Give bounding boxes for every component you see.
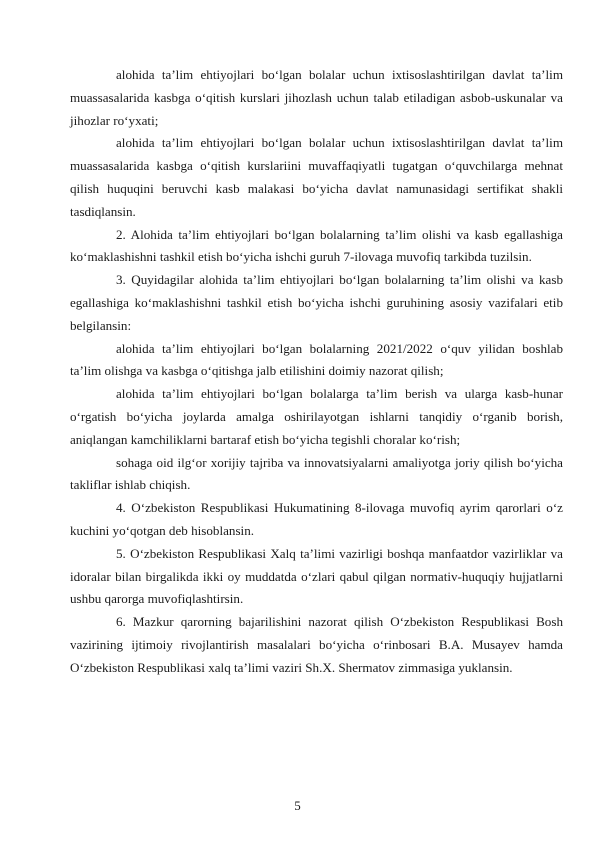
page-number: 5 xyxy=(294,798,301,813)
paragraph-item-4-repeal: 4. O‘zbekiston Respublikasi Hukumatining 8-ilovaga muvofiq ayrim qarorlari o‘z kuchini yo‘qotgan deb hisoblansin. xyxy=(70,500,563,538)
paragraph-equipment-list: alohida ta’lim ehtiyojlari bo‘lgan bolalar uchun ixtisoslashtirilgan davlat ta’lim muassasalarida kasbga o‘qitish kurslari jihozlash uchun talab etiladigan asbob-uskunalar va jihozlar ro‘yxati; xyxy=(70,67,563,128)
paragraph-item-2-working-group: 2. Alohida ta’lim ehtiyojlari bo‘lgan bolalarning ta’lim olishi va kasb egallashiga ko‘maklashishni tashkil etish bo‘yicha ishchi guruh 7-ilovaga muvofiq tarkibda tuzilsin. xyxy=(70,226,563,265)
paragraph-task-study: alohida ta’lim ehtiyojlari bo‘lgan bolalarga ta’lim berish va ularga kasb-hunar o‘rgatish bo‘yicha joylarda amalga oshirilayotgan ishlarni tanqidiy o‘rganib borish, aniqlangan kamchiliklarni bartaraf etish bo‘yicha tegishli choralar ko‘rish; xyxy=(70,386,563,447)
document-body xyxy=(70,64,563,680)
paragraph-item-6-control: 6. Mazkur qarorning bajarilishini nazorat qilish O‘zbekiston Respublikasi Bosh vazirining ijtimoiy rivojlantirish masalalari bo‘yicha o‘rinbosari B.A. Musayev hamda O‘zbekiston Respublikasi xalq ta’limi vaziri Sh.X. Shermatov zimmasiga yuklansin. xyxy=(70,614,563,675)
paragraph-task-monitoring: alohida ta’lim ehtiyojlari bo‘lgan bolalarning 2021/2022 o‘quv yilidan boshlab ta’lim olishga va kasbga o‘qitishga jalb etilishini doimiy nazorat qilish; xyxy=(70,340,563,379)
paragraph-certificate-form: alohida ta’lim ehtiyojlari bo‘lgan bolalar uchun ixtisoslashtirilgan davlat ta’lim muassasalarida kasbga o‘qitish kurslariini muvaffaqiyatli tugatgan o‘quvchilarga mehnat qilish huquqini beruvchi kasb malakasi bo‘yicha davlat namunasidagi sertifikat shakli tasdiqlansin. xyxy=(70,135,563,219)
paragraph-item-5-harmonize: 5. O‘zbekiston Respublikasi Xalq ta’limi vazirligi boshqa manfaatdor vazirliklar va idoralar bilan birgalikda ikki oy muddatda o‘zlari qabul qilgan normativ-huquqiy hujjatlarni ushbu qarorga muvofiqlashtirsin. xyxy=(70,545,563,607)
paragraph-item-3-tasks: 3. Quyidagilar alohida ta’lim ehtiyojlari bo‘lgan bolalarning ta’lim olishi va kasb egallashiga ko‘maklashishni tashkil etish bo‘yicha ishchi guruhining asosiy vazifalari etib belgilansin: xyxy=(70,272,563,333)
paragraph-task-proposals: sohaga oid ilg‘or xorijiy tajriba va innovatsiyalarni amaliyotga joriy qilish bo‘yicha takliflar ishlab chiqish. xyxy=(70,454,563,493)
